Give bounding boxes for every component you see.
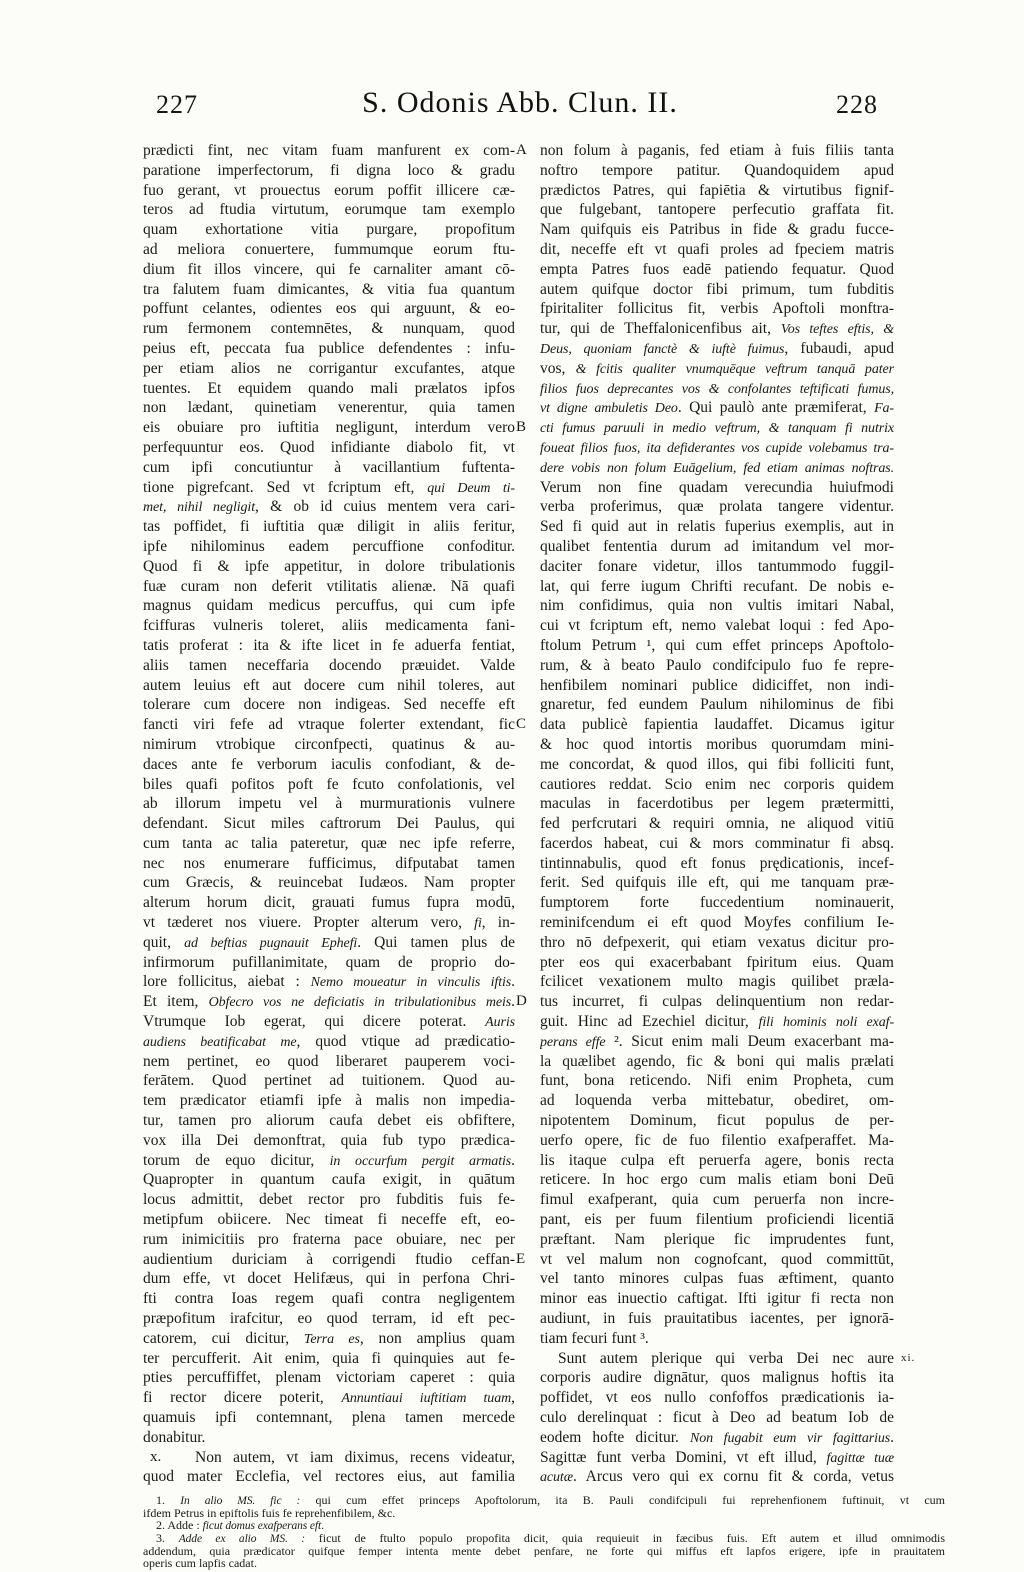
text-line: vt vel malum non cognofcant, quod committūt,	[540, 1250, 894, 1268]
text-line: ipfe nihilominus eadem percuffione confoditur.	[143, 537, 515, 555]
footnote-line: 2. Adde : ficut domus exafperans eft.	[156, 1519, 325, 1533]
text-line: audiunt, in fuis prauitatibus iacentes, per ignorā-	[540, 1310, 894, 1328]
text-line: fpiritaliter follicitus fit, verbis Apoftoli monftra-	[540, 300, 894, 318]
text-line: rum inimicitiis pro fraterna pace obuiare, nec per	[143, 1230, 515, 1248]
text-line: catorem, cui dicitur, Terra es, non amplius quam	[143, 1329, 515, 1347]
text-line: minor eas inuectio caftigat. Ifti igitur fi recta non	[540, 1290, 894, 1308]
footnotes	[143, 1494, 945, 1570]
text-line: ferit. Sed quifquis ille eft, qui me tanquam præ-	[540, 874, 894, 892]
text-line: metipfum obiicere. Nec timeat fi neceffe eft, eo-	[143, 1211, 515, 1229]
text-line: biles quafi pofitos poft fe fcuto confolationis, vel	[143, 775, 515, 793]
text-line: teros ad ftudia virtutum, eorumque tam exemplo	[143, 201, 515, 219]
text-line: tus incurret, fi culpas delinquentium non redar-	[540, 993, 894, 1011]
text-line: uerfo opere, fic de fuo filentio exafperaffet. Ma-	[540, 1131, 894, 1149]
text-line: nem pertinet, eo quod liberaret pauperem voci-	[143, 1052, 515, 1070]
text-line: nimirum vtrobique circonfpecti, quatinus & au-	[143, 735, 515, 753]
text-line: Et item, Obfecro vos ne deficiatis in tribulationibus meis.	[143, 993, 515, 1011]
text-line: fuæ curam non deferit vtilitatis alienæ. Nā quafi	[143, 577, 515, 595]
text-line: dit, neceffe eft vt quafi proles ad fpeciem matris	[540, 240, 894, 258]
text-line: quam exhortatione vitia purgare, propofitum	[143, 221, 515, 239]
text-line: nipotentem Dominum, ficut populus de per-	[540, 1112, 894, 1130]
text-line: fcilicet vexationem multo magis quilibet præla-	[540, 973, 894, 991]
text-line: infirmorum pufillanimitate, quam de proprio do-	[143, 953, 515, 971]
text-line: vel tanto minores culpas fuas æftiment, quanto	[540, 1270, 894, 1288]
text-line: torum de equo dicitur, in occurfum pergit armatis.	[143, 1151, 515, 1169]
margin-letter-b: B	[516, 419, 527, 436]
text-line: noftro tempore patitur. Quandoquidem apud	[540, 161, 894, 179]
text-line: vt tæderet nos viuere. Propter alterum vero, fi, in-	[143, 914, 515, 932]
text-line: fi rector dicere poterit, Annuntiaui iuftitiam tuam,	[143, 1389, 515, 1407]
text-line: pties percuffiffet, plenam victoriam caperet : quia	[143, 1369, 515, 1387]
text-line: per etiam alios ne corrigantur excufantes, atque	[143, 359, 515, 377]
text-line: tintinnabulis, quod eft fonus prędicationis, incef-	[540, 854, 894, 872]
text-line: Quapropter in quantum caufa exigit, in quātum	[143, 1171, 515, 1189]
text-line: Sagittæ funt verba Domini, vt eft illud, fagittæ tuæ	[540, 1448, 894, 1466]
text-line: Verum non fine quadam verecundia huiufmodi	[540, 478, 894, 496]
text-line: Quod fi & ipfe appetitur, in dolore tribulationis	[143, 557, 515, 575]
text-line: quamuis ipfi contemnant, plena tamen mercede	[143, 1409, 515, 1426]
text-line: Non autem, vt iam diximus, recens videatur,	[195, 1448, 515, 1466]
text-line: non lædant, quinetiam venerentur, quia tamen	[143, 399, 515, 417]
text-line: vos, & fcitis qualiter vnumquēque veftrum tanquā pater	[540, 359, 894, 377]
text-line: Nam quifquis eis Patribus in fide & gradu fucce-	[540, 221, 894, 239]
text-line: poffunt celantes, odientes eos qui arguunt, & eo-	[143, 300, 515, 318]
text-line: tra falutem fuam dimicantes, & vitia fua quantum	[143, 280, 515, 298]
text-line: lis itaque culpa eft peruerfa agere, bonis recta	[540, 1151, 894, 1169]
section-marker-xi: xi.	[901, 1351, 916, 1364]
text-line: empta Patres fuos eadē patiendo fequatur. Quod	[540, 260, 894, 278]
text-line: Deus, quoniam fanctè & iuftè fuimus, fubaudi, apud	[540, 339, 894, 357]
page-title: S. Odonis Abb. Clun. II.	[362, 86, 678, 119]
text-line: vt digne ambuletis Deo. Qui paulò ante præmiferat, Fa-	[540, 399, 894, 417]
text-line: fti contra Ioas regem quafi contra negligentem	[143, 1290, 515, 1308]
text-line: reticere. In hoc ergo cum malis etiam boni Deū	[540, 1171, 894, 1189]
text-column-right	[540, 141, 894, 1487]
text-column-left	[143, 141, 515, 1487]
text-line: audiens beatificabat me, quod vtique ad prædicatio-	[143, 1032, 515, 1050]
text-line: tur, qui de Theffalonicenfibus ait, Vos teftes eftis, &	[540, 320, 894, 338]
text-line: cautiores reddat. Scio enim nec corporis quidem	[540, 775, 894, 793]
margin-letter-a: A	[516, 142, 527, 158]
text-line: non folum à paganis, fed etiam à fuis filiis tanta	[540, 142, 894, 159]
text-line: henfibilem nominari publice didiciffet, non indi-	[540, 676, 894, 694]
text-line: ad meliora conuertere, fummumque eorum ftu-	[143, 240, 515, 258]
margin-letter-e: E	[516, 1250, 526, 1267]
text-line: lore follicitus, aiebat : Nemo moueatur in vinculis iftis.	[143, 973, 515, 991]
text-line: eis obuiare pro iuftitia negligunt, interdum vero	[143, 419, 515, 437]
text-line: Sed fi quid aut in relatis fuperius exemplis, aut in	[540, 518, 894, 536]
text-line: tuentes. Et equidem quando mali prælatos ipfos	[143, 379, 515, 397]
footnote-line: addendum, quia prædicator quifque femper intenta mente debet penfare, ne forte qui miffus eft lapfos erigere, ipfe in prauitatem	[143, 1544, 945, 1558]
text-line: tatis proferat : ita & ifte licet in fe aduerfa fentiat,	[143, 636, 515, 654]
text-line: fed perfcrutari & requiri omnia, ne aliquod vitiū	[540, 815, 894, 833]
text-line: nec nos enumerare fufficimus, difputabat tamen	[143, 854, 515, 872]
page-number-left: 227	[156, 90, 198, 119]
text-line: nim confidimus, quia non vultis imitari Nabal,	[540, 597, 894, 615]
text-line: vox illa Dei demonftrat, quia fub typo prædica-	[143, 1131, 515, 1149]
text-line: locus admittit, debet rector pro fubditis fuis fe-	[143, 1191, 515, 1209]
text-line: gnaretur, fed eundem Paulum nihilominus de fibi	[540, 696, 894, 714]
text-line: ad loquenda verba mittebatur, obediret, om-	[540, 1092, 894, 1110]
text-line: Vtrumque Iob egerat, qui dicere poterat. Auris	[143, 1013, 515, 1031]
text-line: prædictos Patres, qui fapiētia & virtutibus fignif-	[540, 181, 894, 199]
text-line: dium fit illos vincere, qui fe carnaliter amant cō-	[143, 260, 515, 278]
text-line: autem quifque doctor fibi primum, tum fubditis	[540, 280, 894, 298]
text-line: funt, bona reticendo. Nifi enim Propheta, cum	[540, 1072, 894, 1090]
text-line: qualibet fententia durum ad imitandum vel mor-	[540, 537, 894, 555]
text-line: la quælibet agendo, fic & boni qui malis prælati	[540, 1052, 894, 1070]
margin-letter-c: C	[516, 716, 527, 733]
text-line: peius eft, peccata fua publice defendentes : infu-	[143, 339, 515, 357]
section-marker-x: x.	[150, 1448, 162, 1465]
footnote-line: 1. In alio MS. fic : qui cum effet princeps Apoftolorum, ita B. Pauli condifcipuli fui reprehenfionem fuftinuit, vt cum	[156, 1494, 945, 1507]
text-line: fciffuras vulneris toleret, aliis medicamenta fani-	[143, 617, 515, 635]
text-line: facerdos habeat, cui & mors comminatur fi absq.	[540, 834, 894, 852]
text-line: autem leuius eft aut docere cum nihil toleres, aut	[143, 676, 515, 694]
text-line: fumptorem forte fuccedentium nominauerit,	[540, 894, 894, 912]
text-line: paratione imperfectorum, fi digna loco & gradu	[143, 161, 515, 179]
text-line: & hoc quod intortis moribus quorumdam mini-	[540, 735, 894, 753]
text-line: alterum horum dicit, grauati fumus fupra modū,	[143, 894, 515, 912]
text-line: tolerare cum docere non indigeas. Sed neceffe eft	[143, 696, 515, 714]
text-line: acutæ. Arcus vero qui ex cornu fit & corda, vetus	[540, 1468, 894, 1486]
text-line: me concordat, & quod illos, qui fibi folliciti funt,	[540, 755, 894, 773]
text-line: reminifcendum ei eft quod Moyfes confilium Ie-	[540, 914, 894, 932]
text-line: tiam fecuri funt ³.	[540, 1329, 649, 1347]
footnote-line: ifdem Petrus in epiftolis fuis fe reprehenfibilem, &c.	[143, 1506, 396, 1520]
footnote-line: 3. Adde ex alio MS. : ficut de ftulto populo propofita dicit, quia requieuit in fæcibus fuis. Eft autem et illud omnimodis	[156, 1532, 945, 1545]
text-line: perans effe ². Sicut enim mali Deum exacerbant ma-	[540, 1032, 894, 1050]
text-line: ferātem. Quod pertinet ad tuitionem. Quod au-	[143, 1072, 515, 1090]
text-line: dum effe, vt docet Helifæus, qui in perfona Chri-	[143, 1270, 515, 1288]
text-line: rum, & à beato Paulo condifcipulo fuo fe repre-	[540, 656, 894, 674]
page-number-right: 228	[836, 90, 878, 119]
text-line: dere vobis non folum Euāgelium, fed etiam animas noftras.	[540, 460, 894, 476]
text-line: tur, tamen pro aliorum caufa debet eis obfiftere,	[143, 1112, 515, 1130]
text-line: eodem hofte dicitur. Non fugabit eum vir fagittarius.	[540, 1428, 894, 1446]
text-line: verba proferimus, quæ prolata tangere videntur.	[540, 498, 894, 516]
text-line: ter percufferit. Ait enim, quia fi quinquies aut fe-	[143, 1349, 515, 1367]
text-line: lat, qui ferre iugum Chrifti recufant. De nobis e-	[540, 577, 894, 595]
text-line: foueat filios fuos, ita defiderantes vos cupide volebamus tra-	[540, 440, 894, 456]
text-line: aliis tamen neceffaria docendo præuidet. Valde	[143, 656, 515, 674]
text-line: thro nō defpexerit, qui etiam vexatus dicitur pro-	[540, 933, 894, 951]
text-line: defendant. Sicut miles caftrorum Dei Paulus, qui	[143, 815, 515, 833]
text-line: guit. Hinc ad Ezechiel dicitur, fili hominis noli exaf-	[540, 1013, 894, 1031]
text-line: data publicè fapientia laudaffet. Dicamus igitur	[540, 716, 894, 734]
text-line: filios fuos deprecantes vos & confolantes teftificati fumus,	[540, 381, 894, 397]
text-line: culo derelinquat : ficut à Deo ad beatum Iob de	[540, 1409, 894, 1426]
text-line: daciter fonare videtur, illos tantummodo fuggil-	[540, 557, 894, 575]
text-line: magnus quidam medicus percuffus, qui cum ipfe	[143, 597, 515, 615]
text-line: corporis audire dignātur, quos malignus hoftis ita	[540, 1369, 894, 1387]
text-line: cum tanta ac talia pateretur, quæ nec ipfe referre,	[143, 834, 515, 852]
text-line: tas poffidet, fi iuftitia quæ diligit in aliis feritur,	[143, 518, 515, 536]
text-line: fancti viri fefe ad vtraque folerter extendant, fic	[143, 716, 515, 734]
text-line: cti fumus paruuli in medio veftrum, & tanquam fi nutrix	[540, 421, 894, 437]
footnote-line: operis cum lapfis cadat.	[143, 1557, 257, 1571]
text-line: perfequuntur eos. Quod infidiante diabolo fit, vt	[143, 438, 515, 456]
text-line: met, nihil negligit, & ob id cuius mentem vera cari-	[143, 498, 515, 516]
text-line: audientium duriciam à corrigendi ftudio ceffan-	[143, 1250, 515, 1268]
text-line: tem prædicator etiamfi ipfe à malis non impedia-	[143, 1092, 515, 1110]
text-line: Sunt autem plerique qui verba Dei nec aure	[558, 1349, 894, 1367]
text-line: pant, eis per fuum filentium proficiendi licentiā	[540, 1211, 894, 1229]
text-line: rum fermonem contemnētes, & nunquam, quod	[143, 320, 515, 338]
text-line: cui vt fcriptum eft, nemo valebat loqui : fed Apo-	[540, 617, 894, 635]
text-line: quit, ad beftias pugnauit Ephefi. Qui tamen plus de	[143, 933, 515, 951]
text-line: cum Græcis, & reuincebat Iudæos. Nam propter	[143, 874, 515, 892]
text-line: donabitur.	[143, 1428, 206, 1446]
text-line: ftolum Petrum ¹, qui cum effet princeps Apoftolo-	[540, 636, 894, 654]
text-line: fuo gerant, vt prouectus eorum poffit illicere cæ-	[143, 181, 515, 199]
margin-letter-d: D	[516, 993, 527, 1010]
text-line: prædicti fint, nec vitam fuam manfurent ex com-	[143, 142, 515, 159]
text-line: cum ipfi concutiuntur à vacillantium fuftenta-	[143, 458, 515, 476]
text-line: quod mater Ecclefia, vel rectores eius, aut familia	[143, 1468, 515, 1486]
text-line: tione pigrefcant. Sed vt fcriptum eft, qui Deum ti-	[143, 478, 515, 496]
text-line: poffidet, vt eos nullo confoffos prædicationis ia-	[540, 1389, 894, 1407]
text-line: daces ante fe verborum iaculis confodiant, & de-	[143, 755, 515, 773]
text-line: præpofitum irafcitur, eo quod terram, id eft pec-	[143, 1310, 515, 1328]
text-line: pter eos qui exacerbabant fpiritum eius. Quam	[540, 953, 894, 971]
text-line: præftant. Nam plerique fic imprudentes funt,	[540, 1230, 894, 1248]
text-line: ab illorum impetu vel à murmurationis vulnere	[143, 795, 515, 813]
text-line: que fulgebant, tantopere perfecutio graffata fit.	[540, 201, 894, 219]
text-line: maculas in facerdotibus per legem prætermitti,	[540, 795, 894, 813]
text-line: fimul exafperant, quia cum peruerfa non incre-	[540, 1191, 894, 1209]
